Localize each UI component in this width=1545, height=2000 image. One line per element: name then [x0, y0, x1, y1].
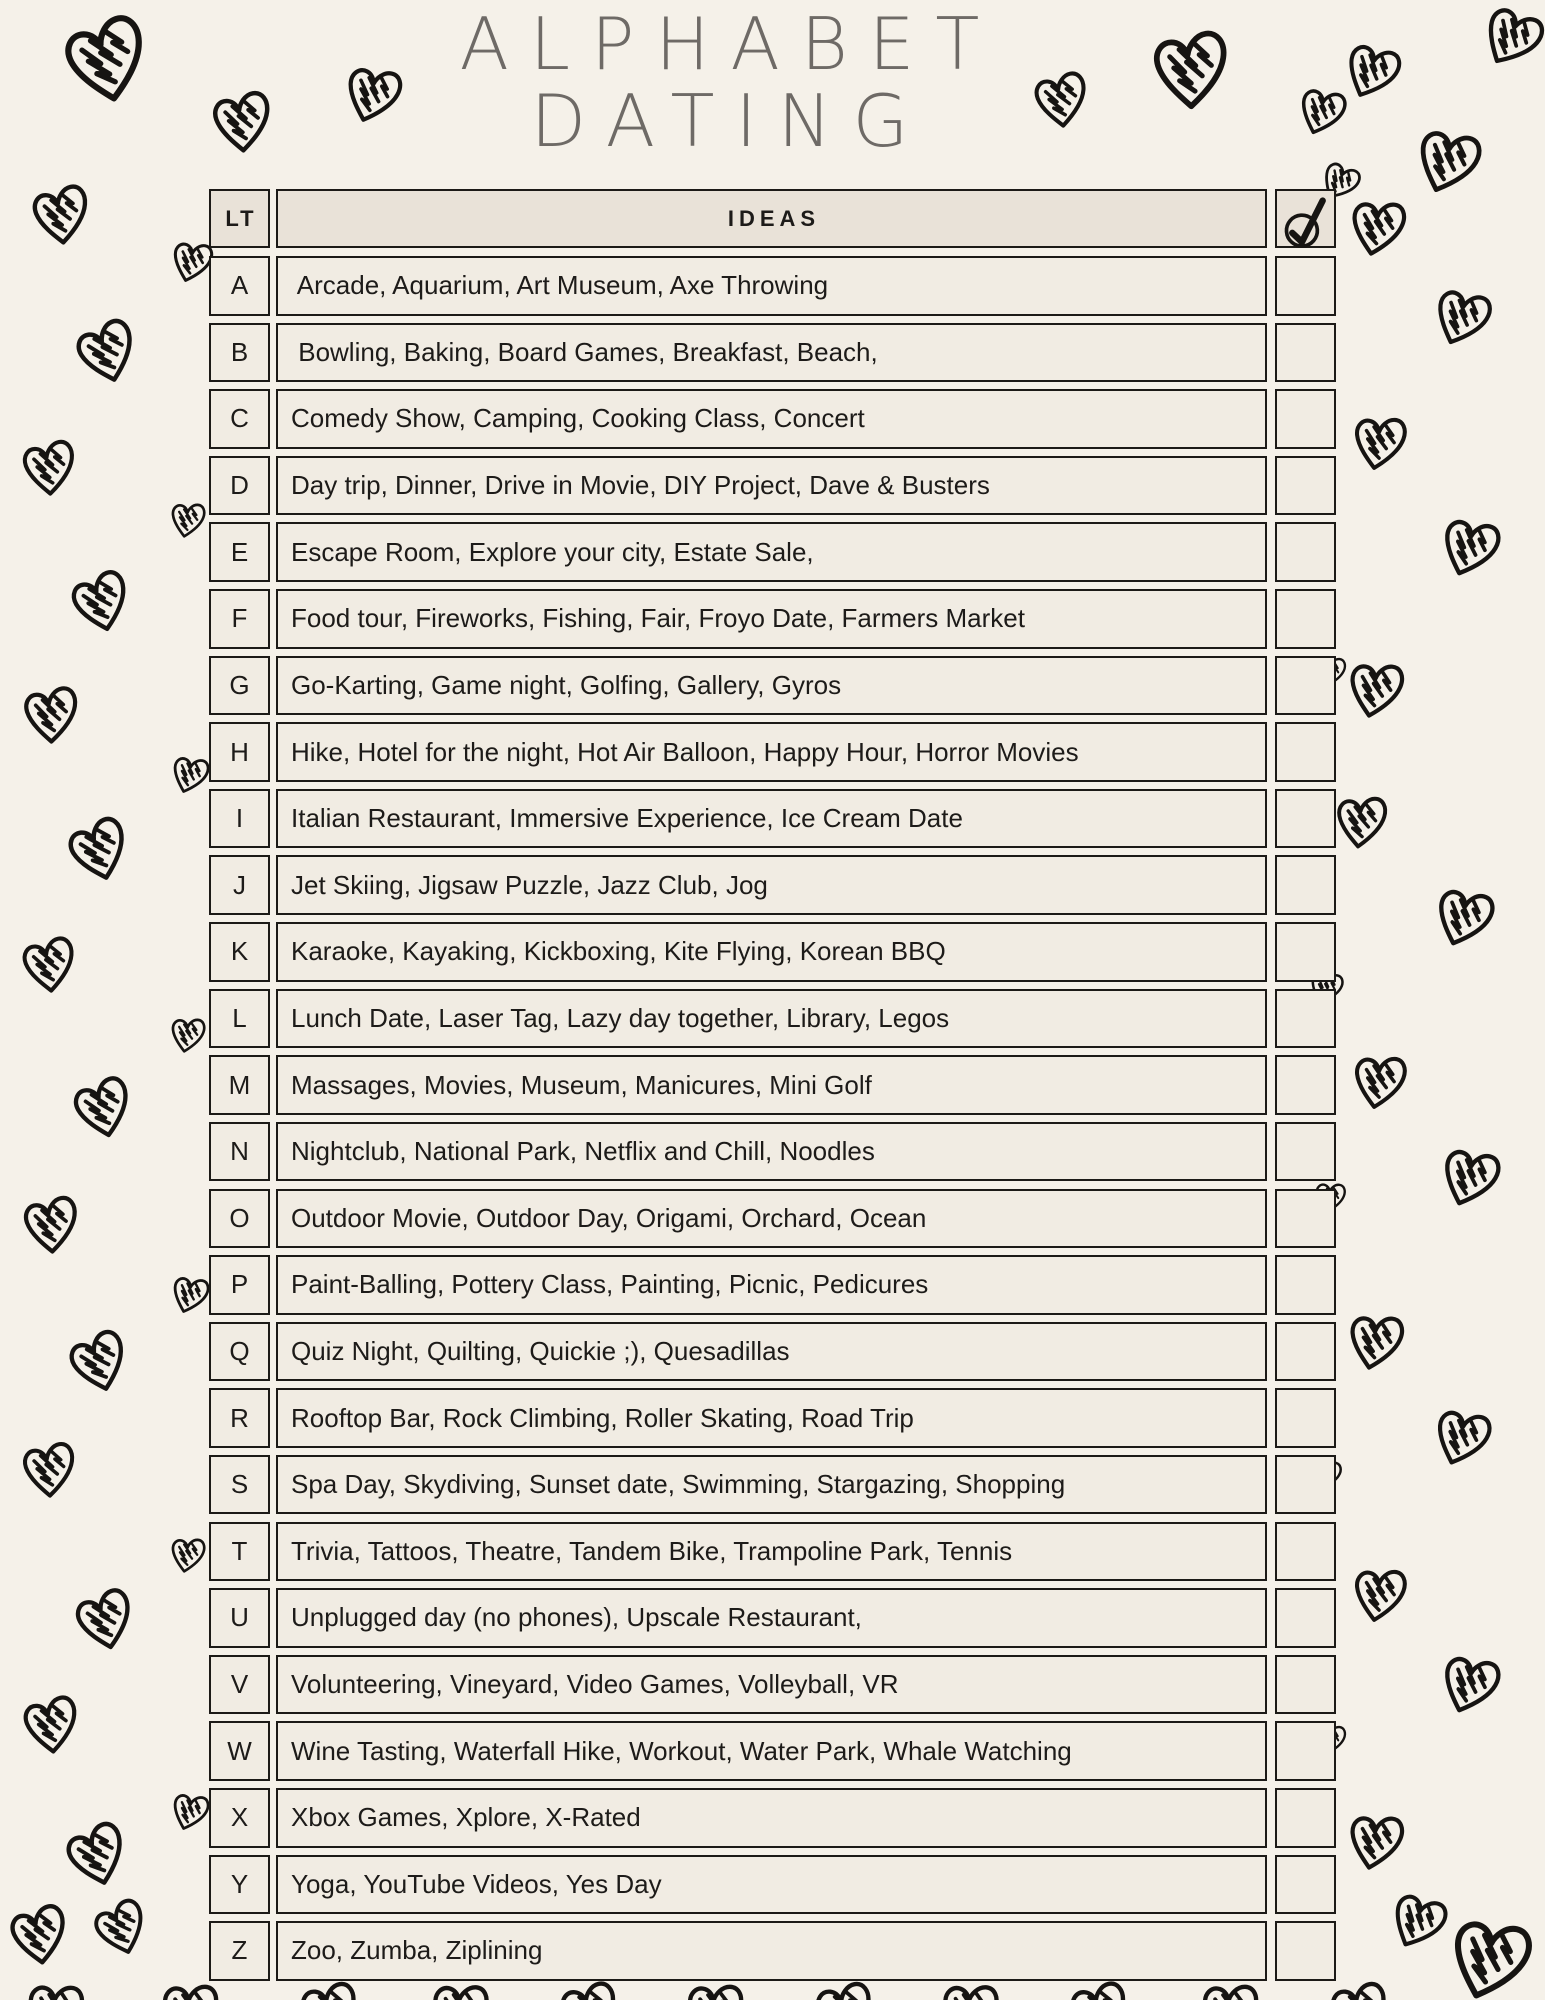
heart-icon [18, 436, 82, 500]
checkbox-cell[interactable] [1275, 1322, 1336, 1382]
ideas-cell: Spa Day, Skydiving, Sunset date, Swimming, Stargazing, Shopping [276, 1455, 1267, 1515]
heart-icon [20, 683, 84, 747]
ideas-column-header: IDEAS [276, 189, 1267, 248]
heart-icon [1326, 1978, 1394, 2000]
heart-icon [1334, 34, 1410, 110]
ideas-cell: Arcade, Aquarium, Art Museum, Axe Throwing [276, 256, 1267, 316]
ideas-cell: Quiz Night, Quilting, Quickie ;), Quesadillas [276, 1322, 1267, 1382]
checkbox-cell[interactable] [1275, 1588, 1336, 1648]
letter-cell: K [209, 922, 270, 982]
heart-icon [19, 1439, 82, 1502]
letter-cell: W [209, 1721, 270, 1781]
page-title [459, 2, 1001, 163]
heart-icon [1347, 1049, 1413, 1115]
table-row [209, 1122, 1336, 1182]
table-row [209, 922, 1336, 982]
ideas-cell: Volunteering, Vineyard, Video Games, Volleyball, VR [276, 1655, 1267, 1715]
checkbox-cell[interactable] [1275, 1721, 1336, 1781]
table-row [209, 522, 1336, 582]
heart-icon [1341, 1807, 1411, 1877]
letter-cell: J [209, 855, 270, 915]
table-row [209, 1788, 1336, 1848]
heart-icon [1380, 1884, 1457, 1961]
letter-cell: C [209, 389, 270, 449]
table-row [209, 1388, 1336, 1448]
letter-cell: P [209, 1255, 270, 1315]
letter-cell: M [209, 1055, 270, 1115]
letter-cell: N [209, 1122, 270, 1182]
heart-icon [1424, 1400, 1500, 1476]
heart-icon [1290, 80, 1353, 143]
table-row [209, 1855, 1336, 1915]
checkbox-cell[interactable] [1275, 1189, 1336, 1249]
heart-icon [1347, 1562, 1413, 1628]
heart-icon [58, 1815, 139, 1896]
ideas-cell: Hike, Hotel for the night, Hot Air Balloon, Happy Hour, Horror Movies [276, 722, 1267, 782]
heart-icon [66, 1070, 142, 1146]
heart-icon [1431, 1139, 1509, 1217]
table-row [209, 589, 1336, 649]
letter-cell: I [209, 789, 270, 849]
ideas-cell: Zoo, Zumba, Ziplining [276, 1921, 1267, 1981]
table-row [209, 1189, 1336, 1249]
checkbox-cell[interactable] [1275, 1655, 1336, 1715]
table-row [209, 855, 1336, 915]
table-row [209, 1921, 1336, 1981]
heart-icon [1437, 1907, 1543, 2000]
ideas-cell: Bowling, Baking, Board Games, Breakfast, Beach, [276, 323, 1267, 383]
table-row [209, 656, 1336, 716]
heart-icon [1332, 792, 1392, 852]
heart-icon [681, 1978, 749, 2000]
heart-icon [1029, 67, 1095, 133]
checkbox-cell[interactable] [1275, 1788, 1336, 1848]
letter-cell: Z [209, 1921, 270, 1981]
ideas-cell: Rooftop Bar, Rock Climbing, Roller Skating, Road Trip [276, 1388, 1267, 1448]
letter-cell: D [209, 456, 270, 516]
letter-cell: A [209, 256, 270, 316]
letter-cell: B [209, 323, 270, 383]
ideas-cell: Unplugged day (no phones), Upscale Restaurant, [276, 1588, 1267, 1648]
letter-cell: R [209, 1388, 270, 1448]
heart-icon [165, 750, 214, 799]
ideas-cell: Day trip, Dinner, Drive in Movie, DIY Project, Dave & Busters [276, 456, 1267, 516]
ideas-cell: Nightclub, National Park, Netflix and Chill, Noodles [276, 1122, 1267, 1182]
heart-icon [296, 1978, 364, 2000]
check-circle-icon [1278, 192, 1334, 253]
heart-icon [1425, 879, 1503, 957]
checkbox-cell[interactable] [1275, 1455, 1336, 1515]
letter-cell: L [209, 989, 270, 1049]
checkbox-cell[interactable] [1275, 1255, 1336, 1315]
heart-icon [64, 564, 141, 641]
letter-cell: S [209, 1455, 270, 1515]
ideas-cell: Lunch Date, Laser Tag, Lazy day together, Library, Legos [276, 989, 1267, 1049]
heart-icon [156, 1978, 224, 2000]
heart-icon [86, 1892, 158, 1964]
ideas-cell: Escape Room, Explore your city, Estate Sale, [276, 522, 1267, 582]
ideas-cell: Outdoor Movie, Outdoor Day, Origami, Orchard, Ocean [276, 1189, 1267, 1249]
table-row [209, 1655, 1336, 1715]
letter-cell: U [209, 1588, 270, 1648]
checkbox-cell[interactable] [1275, 1055, 1336, 1115]
heart-icon [1424, 280, 1501, 357]
ideas-cell: Wine Tasting, Waterfall Hike, Workout, Water Park, Whale Watching [276, 1721, 1267, 1781]
heart-icon [4, 1899, 76, 1971]
table-row [209, 389, 1336, 449]
heart-icon [336, 58, 410, 132]
letter-column-header: LT [209, 189, 270, 248]
heart-icon [1343, 193, 1413, 263]
heart-icon [208, 87, 278, 157]
heart-icon [1431, 1646, 1509, 1724]
table-row [209, 1721, 1336, 1781]
heart-icon [68, 312, 149, 393]
ideas-cell: Karaoke, Kayaking, Kickboxing, Kite Flying, Korean BBQ [276, 922, 1267, 982]
heart-icon [68, 1582, 144, 1658]
heart-icon [167, 1014, 210, 1057]
checkbox-cell[interactable] [1275, 323, 1336, 383]
table-row [209, 989, 1336, 1049]
checkbox-cell[interactable] [1275, 656, 1336, 716]
table-row [209, 789, 1336, 849]
letter-cell: T [209, 1522, 270, 1582]
checkbox-cell[interactable] [1275, 1522, 1336, 1582]
checkbox-cell[interactable] [1275, 722, 1336, 782]
heart-icon [55, 7, 162, 114]
letter-cell: Y [209, 1855, 270, 1915]
checkbox-cell[interactable] [1275, 389, 1336, 449]
table-row [209, 1588, 1336, 1648]
heart-icon [165, 1270, 214, 1319]
heart-icon [18, 1691, 86, 1759]
ideas-cell: Paint-Balling, Pottery Class, Painting, Picnic, Pedicures [276, 1255, 1267, 1315]
table-row [209, 1055, 1336, 1115]
heart-icon [19, 1192, 85, 1258]
heart-icon [19, 1976, 91, 2000]
heart-icon [811, 1978, 879, 2000]
table-row [209, 323, 1336, 383]
heart-icon [1196, 1978, 1264, 2000]
heart-icon [1347, 410, 1413, 476]
checkbox-cell[interactable] [1275, 256, 1336, 316]
checkbox-cell[interactable] [1275, 1855, 1336, 1915]
checkbox-cell[interactable] [1275, 855, 1336, 915]
checkbox-cell[interactable] [1275, 922, 1336, 982]
heart-icon [1405, 119, 1491, 205]
checkbox-cell[interactable] [1275, 989, 1336, 1049]
checkbox-cell[interactable] [1275, 589, 1336, 649]
checkbox-cell[interactable] [1275, 789, 1336, 849]
heart-icon [167, 1534, 210, 1577]
ideas-cell: Massages, Movies, Museum, Manicures, Mini Golf [276, 1055, 1267, 1115]
ideas-cell: Go-Karting, Game night, Golfing, Gallery, Gyros [276, 656, 1267, 716]
table-row [209, 1255, 1336, 1315]
letter-cell: H [209, 722, 270, 782]
table-row [209, 456, 1336, 516]
checkbox-cell[interactable] [1275, 1388, 1336, 1448]
page-title-line2: DATING [530, 79, 930, 163]
heart-icon [167, 499, 210, 542]
letter-cell: F [209, 589, 270, 649]
page-title-line1: ALPHABET [459, 2, 1001, 86]
checkbox-cell[interactable] [1275, 1122, 1336, 1182]
ideas-cell: Xbox Games, Xplore, X-Rated [276, 1788, 1267, 1848]
ideas-cell: Comedy Show, Camping, Cooking Class, Concert [276, 389, 1267, 449]
heart-icon [1341, 655, 1411, 725]
letter-cell: Q [209, 1322, 270, 1382]
table-row [209, 1322, 1336, 1382]
letter-cell: G [209, 656, 270, 716]
ideas-cell: Yoga, YouTube Videos, Yes Day [276, 1855, 1267, 1915]
heart-icon [17, 932, 83, 998]
checkbox-cell[interactable] [1275, 522, 1336, 582]
letter-cell: O [209, 1189, 270, 1249]
table-row [209, 1455, 1336, 1515]
ideas-cell: Trivia, Tattoos, Theatre, Tandem Bike, Trampoline Park, Tennis [276, 1522, 1267, 1582]
heart-icon [1148, 26, 1236, 114]
ideas-cell: Food tour, Fireworks, Fishing, Fair, Froyo Date, Farmers Market [276, 589, 1267, 649]
letter-cell: X [209, 1788, 270, 1848]
heart-icon [1341, 1307, 1411, 1377]
table-rows [209, 256, 1336, 1981]
letter-cell: V [209, 1655, 270, 1715]
checkbox-cell[interactable] [1275, 1921, 1336, 1981]
table-row [209, 256, 1336, 316]
table-header [209, 189, 1336, 248]
done-column-header [1275, 189, 1336, 248]
heart-icon [61, 1323, 139, 1401]
table-row [209, 1522, 1336, 1582]
heart-icon [1470, 0, 1545, 80]
checkbox-cell[interactable] [1275, 456, 1336, 516]
heart-icon [165, 1787, 214, 1836]
heart-icon [1431, 509, 1509, 587]
letter-cell: E [209, 522, 270, 582]
heart-icon [60, 810, 141, 891]
ideas-cell: Jet Skiing, Jigsaw Puzzle, Jazz Club, Jog [276, 855, 1267, 915]
heart-icon [27, 180, 97, 250]
ideas-cell: Italian Restaurant, Immersive Experience, Ice Cream Date [276, 789, 1267, 849]
table-row [209, 722, 1336, 782]
